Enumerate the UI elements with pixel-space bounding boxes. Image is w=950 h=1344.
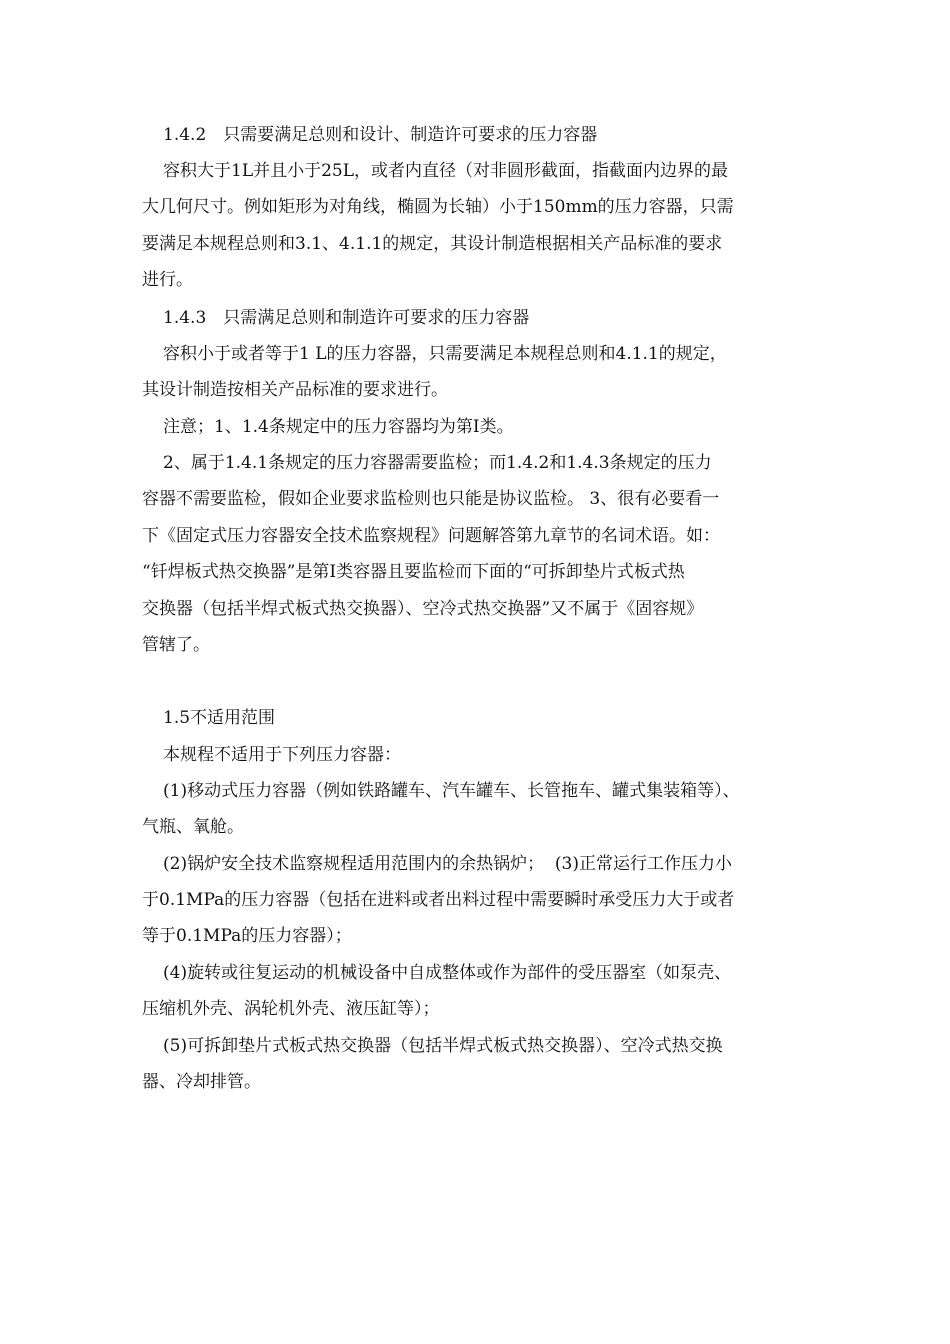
list-item-3-continued: 于0.1MPa的压力容器（包括在进料或者出料过程中需要瞬时承受压力大于或者 (142, 890, 735, 910)
paragraph-line: 要满足本规程总则和3.1、4.1.1的规定，其设计制造根据相关产品标准的要求 (142, 234, 723, 254)
section-heading-1-4-3: 1.4.3 只需满足总则和制造许可要求的压力容器 (163, 308, 530, 328)
note-line: 下《固定式压力容器安全技术监察规程》问题解答第九章节的名词术语。如： (142, 526, 720, 546)
list-item-4: (4)旋转或往复运动的机械设备中自成整体或作为部件的受压器室（如泵壳、 (163, 963, 732, 983)
list-item-4-continued: 压缩机外壳、涡轮机外壳、液压缸等）； (142, 999, 440, 1019)
paragraph-line: 容积小于或者等于1 L的压力容器，只需要满足本规程总则和4.1.1的规定， (163, 344, 727, 364)
list-item-1-continued: 气瓶、氧舱。 (142, 817, 244, 837)
list-item-3-continued: 等于0.1MPa的压力容器）； (142, 926, 352, 946)
paragraph-line: 大几何尺寸。例如矩形为对角线，椭圆为长轴）小于150mm的压力容器，只需 (142, 197, 734, 217)
note-line: 交换器（包括半焊式板式热交换器）、空冷式热交换器”又不属于《固容规》 (142, 599, 704, 619)
note-line: “钎焊板式热交换器”是第Ⅰ类容器且要监检而下面的“可拆卸垫片式板式热 (142, 562, 685, 582)
paragraph-line: 容积大于1L并且小于25L，或者内直径（对非圆形截面，指截面内边界的最 (163, 161, 729, 181)
note-line: 2、属于1.4.1条规定的压力容器需要监检；而1.4.2和1.4.3条规定的压力 (163, 453, 712, 473)
note-line: 管辖了。 (142, 635, 210, 655)
paragraph-line: 其设计制造按相关产品标准的要求进行。 (142, 380, 448, 400)
list-item-5-continued: 器、冷却排管。 (142, 1072, 261, 1092)
note-line: 注意；1、1.4条规定中的压力容器均为第Ⅰ类。 (163, 417, 514, 437)
paragraph-line: 本规程不适用于下列压力容器： (163, 745, 401, 765)
paragraph-line: 进行。 (142, 270, 193, 290)
list-item-2-3: (2)锅炉安全技术监察规程适用范围内的余热锅炉； (3)正常运行工作压力小 (163, 854, 732, 874)
note-line: 容器不需要监检，假如企业要求监检则也只能是协议监检。 3、很有必要看一 (142, 489, 720, 509)
list-item-5: (5)可拆卸垫片式板式热交换器（包括半焊式板式热交换器）、空冷式热交换 (163, 1036, 723, 1056)
section-heading-1-5: 1.5不适用范围 (163, 708, 276, 728)
section-heading-1-4-2: 1.4.2 只需要满足总则和设计、制造许可要求的压力容器 (163, 125, 598, 145)
list-item-1: (1)移动式压力容器（例如铁路罐车、汽车罐车、长管拖车、罐式集装箱等）、 (163, 781, 740, 801)
